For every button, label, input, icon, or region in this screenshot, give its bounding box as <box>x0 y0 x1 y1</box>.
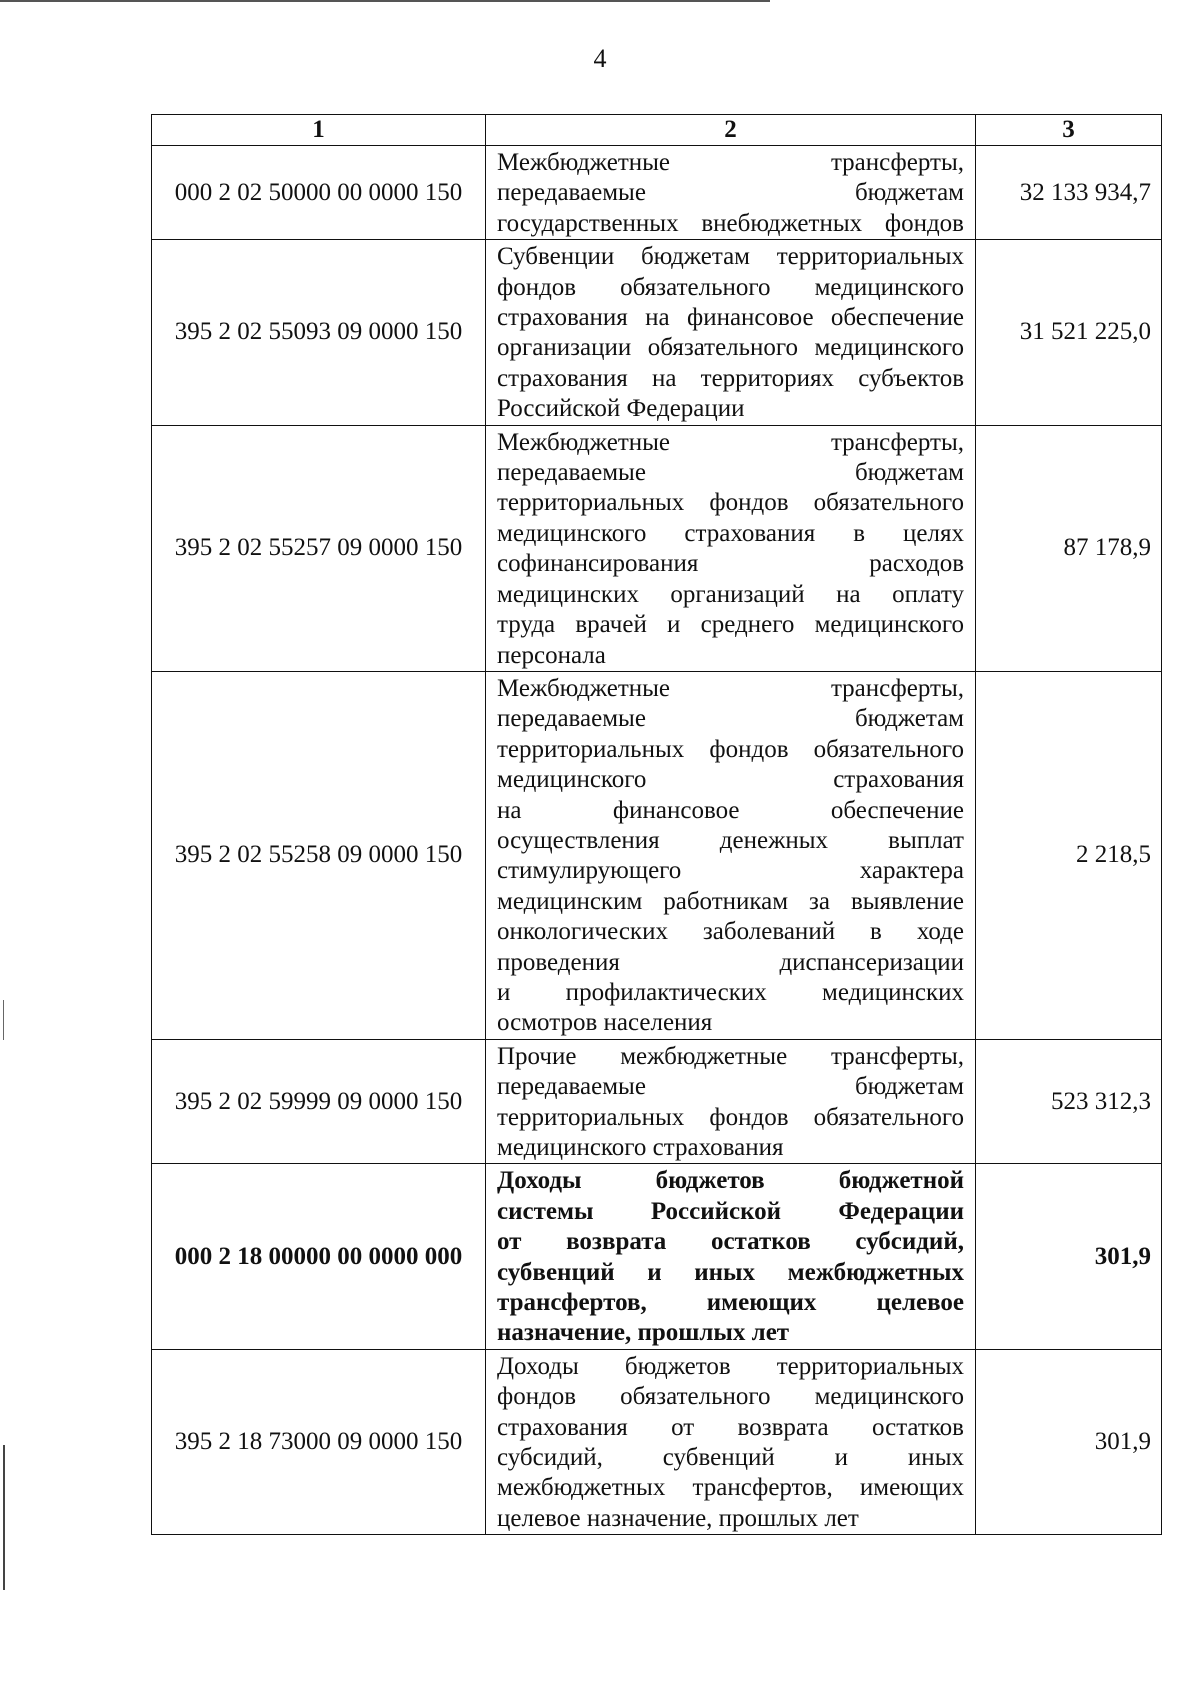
description-line: Российской Федерации <box>497 395 745 423</box>
description-line: передаваемые бюджетам <box>497 459 964 487</box>
budget-table <box>151 114 1162 1535</box>
description-line: страхования от возврата остатков <box>497 1413 964 1441</box>
description-line: Межбюджетные трансферты, <box>497 674 964 702</box>
description-line: страхования на территориях субъектов <box>497 364 964 392</box>
page-number: 4 <box>593 44 607 73</box>
description-line: территориальных фондов обязательного <box>497 735 964 763</box>
table-row <box>152 1349 1162 1534</box>
description-line: медицинского страхования в целях <box>497 519 964 547</box>
description-line: трансфертов, имеющих целевое <box>497 1289 964 1317</box>
row-description <box>486 1039 976 1164</box>
description-line: территориальных фондов обязательного <box>497 1103 964 1131</box>
description-line: софинансирования расходов <box>497 550 964 578</box>
description-line: страхования на финансовое обеспечение <box>497 304 964 332</box>
margin-mark <box>3 1000 4 1040</box>
description-line: медицинского страхования <box>497 1134 784 1161</box>
header-col-amount: 3 <box>976 115 1162 146</box>
table-row <box>152 671 1162 1039</box>
description-line: стимулирующего характера <box>497 857 964 885</box>
row-description <box>486 240 976 425</box>
description-line: персонала <box>497 641 606 669</box>
description-line: Доходы бюджетов территориальных <box>497 1352 964 1380</box>
header-col-code: 1 <box>152 115 486 146</box>
row-code: 395 2 02 59999 09 0000 150 <box>152 1039 486 1164</box>
description-line: от возврата остатков субсидий, <box>497 1228 964 1256</box>
header-col-description: 2 <box>486 115 976 146</box>
description-line: фондов обязательного медицинского <box>497 273 964 301</box>
row-code: 395 2 18 73000 09 0000 150 <box>152 1349 486 1534</box>
table-row <box>152 425 1162 671</box>
row-description <box>486 425 976 671</box>
description-line: медицинских организаций на оплату <box>497 580 964 608</box>
description-line: межбюджетных трансфертов, имеющих <box>497 1474 964 1502</box>
description-line: и профилактических медицинских <box>497 978 964 1006</box>
description-line: Прочие межбюджетные трансферты, <box>497 1042 964 1070</box>
margin-mark <box>3 1445 5 1590</box>
row-amount: 523 312,3 <box>976 1039 1162 1164</box>
row-code: 395 2 02 55257 09 0000 150 <box>152 425 486 671</box>
row-description <box>486 671 976 1039</box>
row-amount: 31 521 225,0 <box>976 240 1162 425</box>
description-line: Межбюджетные трансферты, <box>497 428 964 456</box>
description-line: на финансовое обеспечение <box>497 796 964 824</box>
table-row <box>152 1164 1162 1349</box>
table-row <box>152 1039 1162 1164</box>
row-description <box>486 1164 976 1349</box>
description-line: осуществления денежных выплат <box>497 826 964 854</box>
description-line: субвенций и иных межбюджетных <box>497 1258 964 1286</box>
description-line: организации обязательного медицинского <box>497 334 964 362</box>
row-description <box>486 146 976 240</box>
description-line: назначение, прошлых лет <box>497 1319 790 1347</box>
description-line: передаваемые бюджетам <box>497 179 964 207</box>
description-line: онкологических заболеваний в ходе <box>497 918 964 946</box>
description-line: Субвенции бюджетам территориальных <box>497 243 964 271</box>
description-line: медицинским работникам за выявление <box>497 887 964 915</box>
description-line: проведения диспансеризации <box>497 948 964 976</box>
header-row <box>152 115 1162 146</box>
table-row <box>152 146 1162 240</box>
row-amount: 301,9 <box>976 1349 1162 1534</box>
description-line: государственных внебюджетных фондов <box>497 209 964 237</box>
top-rule <box>0 0 770 2</box>
row-code: 395 2 02 55258 09 0000 150 <box>152 671 486 1039</box>
description-line: Межбюджетные трансферты, <box>497 149 964 176</box>
description-line: целевое назначение, прошлых лет <box>497 1504 859 1532</box>
row-code: 000 2 18 00000 00 0000 000 <box>152 1164 486 1349</box>
table-row <box>152 240 1162 425</box>
description-line: территориальных фондов обязательного <box>497 489 964 517</box>
row-description <box>486 1349 976 1534</box>
row-amount: 2 218,5 <box>976 671 1162 1039</box>
description-line: фондов обязательного медицинского <box>497 1383 964 1411</box>
row-amount: 301,9 <box>976 1164 1162 1349</box>
description-line: медицинского страхования <box>497 766 964 794</box>
description-line: труда врачей и среднего медицинского <box>497 611 964 639</box>
description-line: системы Российской Федерации <box>497 1197 964 1225</box>
description-line: осмотров населения <box>497 1009 713 1037</box>
row-amount: 32 133 934,7 <box>976 146 1162 240</box>
description-line: Доходы бюджетов бюджетной <box>497 1167 964 1195</box>
row-amount: 87 178,9 <box>976 425 1162 671</box>
row-code: 000 2 02 50000 00 0000 150 <box>152 146 486 240</box>
description-line: передаваемые бюджетам <box>497 705 964 733</box>
description-line: передаваемые бюджетам <box>497 1073 964 1101</box>
description-line: субсидий, субвенций и иных <box>497 1444 964 1472</box>
row-code: 395 2 02 55093 09 0000 150 <box>152 240 486 425</box>
